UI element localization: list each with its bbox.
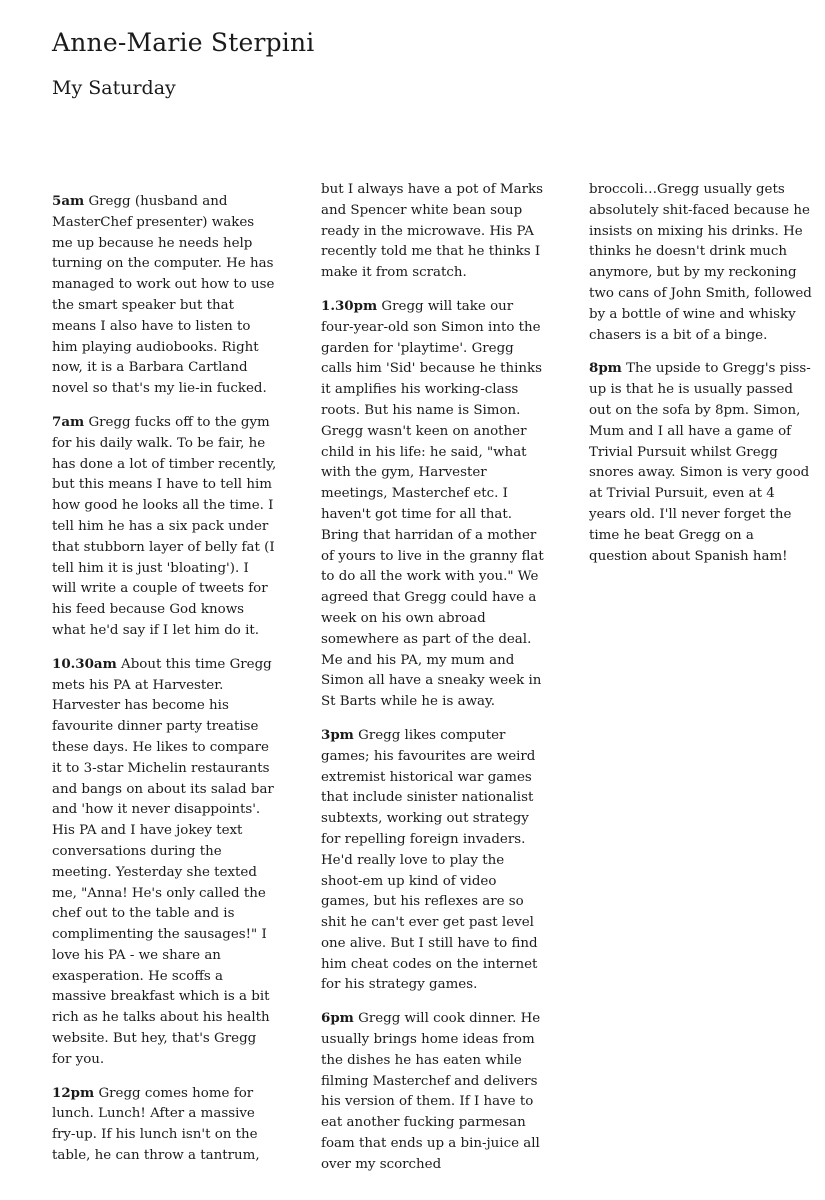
diary-entry-continued — [321, 180, 546, 284]
entry-time: 8pm — [589, 360, 622, 377]
entry-time: 6pm — [321, 1010, 354, 1027]
entry-time: 12pm — [52, 1084, 95, 1101]
entry-text: Gregg comes home for lunch. Lunch! After a massive fry-up. If his lunch isn't on the table, he can throw a tantrum, — [52, 1085, 260, 1164]
text-column-3 — [589, 180, 814, 579]
entry-time: 1.30pm — [321, 297, 378, 314]
entry-text: Gregg fucks off to the gym for his daily walk. To be fair, he has done a lot of timber recently, but this means I have to tell him how good he looks all the time. I tell him he has a six pack under that stubborn layer of belly fat (I tell him it is just 'bloating'). I will write a couple of tweets for his feed because God knows what he'd say if I let him do it. — [52, 414, 277, 638]
article-title: My Saturday — [52, 77, 176, 99]
diary-entry — [52, 1083, 277, 1167]
entry-text: broccoli…Gregg usually gets absolutely shit-faced because he insists on mixing his drinks. He thinks he doesn't drink much anymore, but by my reckoning two cans of John Smith, followed by a bottle of wine and whisky chasers is a bit of a binge. — [589, 182, 812, 343]
entry-time: 10.30am — [52, 655, 117, 672]
entry-text: Gregg will take our four-year-old son Simon into the garden for 'playtime'. Gregg calls him 'Sid' because he thinks it amplifies his working-class roots. But his name is Simon. Gregg wasn't keen on another child in his life: he said, "what with the gym, Harvester meetings, Masterchef etc. I haven't got time for all that. Bring that harridan of a mother of yours to live in the granny flat to do all the work with you." We agreed that Gregg could have a week on his own abroad somewhere as part of the deal. Me and his PA, my mum and Simon all have a sneaky week in St Barts while he is away. — [321, 298, 544, 710]
diary-entry — [321, 296, 546, 713]
entry-text: Gregg will cook dinner. He usually brings home ideas from the dishes he has eaten while filming Masterchef and delivers his version of them. If I have to eat another fucking parmesan foam that ends up a bin-juice all over my scorched — [321, 1011, 541, 1172]
diary-entry — [589, 358, 814, 567]
diary-entry — [321, 725, 546, 996]
author-name: Anne-Marie Sterpini — [52, 28, 315, 57]
diary-entry — [52, 412, 277, 642]
text-column-2 — [321, 180, 546, 1188]
diary-entry — [52, 191, 277, 400]
diary-entry — [321, 1008, 546, 1175]
entry-text: Gregg (husband and MasterChef presenter) wakes me up because he needs help turning on the computer. He has managed to work out how to use the smart speaker but that means I also have to listen to him playing audiobooks. Right now, it is a Barbara Cartland novel so that's my lie-in fucked. — [52, 194, 275, 397]
entry-text: About this time Gregg mets his PA at Harvester. Harvester has become his favourite dinner party treatise these days. He likes to compare it to 3-star Michelin restaurants and bangs on about its salad bar and 'how it never disappoints'. His PA and I have jokey text conversations during the meeting. Yesterday she texted me, "Anna! He's only called the chef out to the table and is complimenting the sausages!" I love his PA - we share an exasperation. He scoffs a massive breakfast which is a bit rich as he talks about his health website. But hey, that's Gregg for you. — [52, 656, 274, 1067]
text-column-1 — [52, 191, 277, 1179]
diary-entry — [52, 654, 277, 1071]
diary-entry-continued — [589, 180, 814, 346]
entry-text: The upside to Gregg's piss-up is that he is usually passed out on the sofa by 8pm. Simon, Mum and I all have a game of Trivial Pursuit whilst Gregg snores away. Simon is very good at Trivial Pursuit, even at 4 years old. I'll never forget the time he beat Gregg on a question about Spanish ham! — [589, 361, 811, 564]
entry-text: Gregg likes computer games; his favourites are weird extremist historical war games that include sinister nationalist subtexts, working out strategy for repelling foreign invaders. He'd really love to play the shoot-em up kind of video games, but his reflexes are so shit he can't ever get past level one alive. But I still have to find him cheat codes on the internet for his strategy games. — [321, 727, 538, 993]
entry-time: 5am — [52, 193, 85, 209]
entry-time: 7am — [52, 413, 85, 430]
entry-text: but I always have a pot of Marks and Spencer white bean soup ready in the microwave. His PA recently told me that he thinks I make it from scratch. — [321, 182, 544, 281]
entry-time: 3pm — [321, 726, 354, 743]
